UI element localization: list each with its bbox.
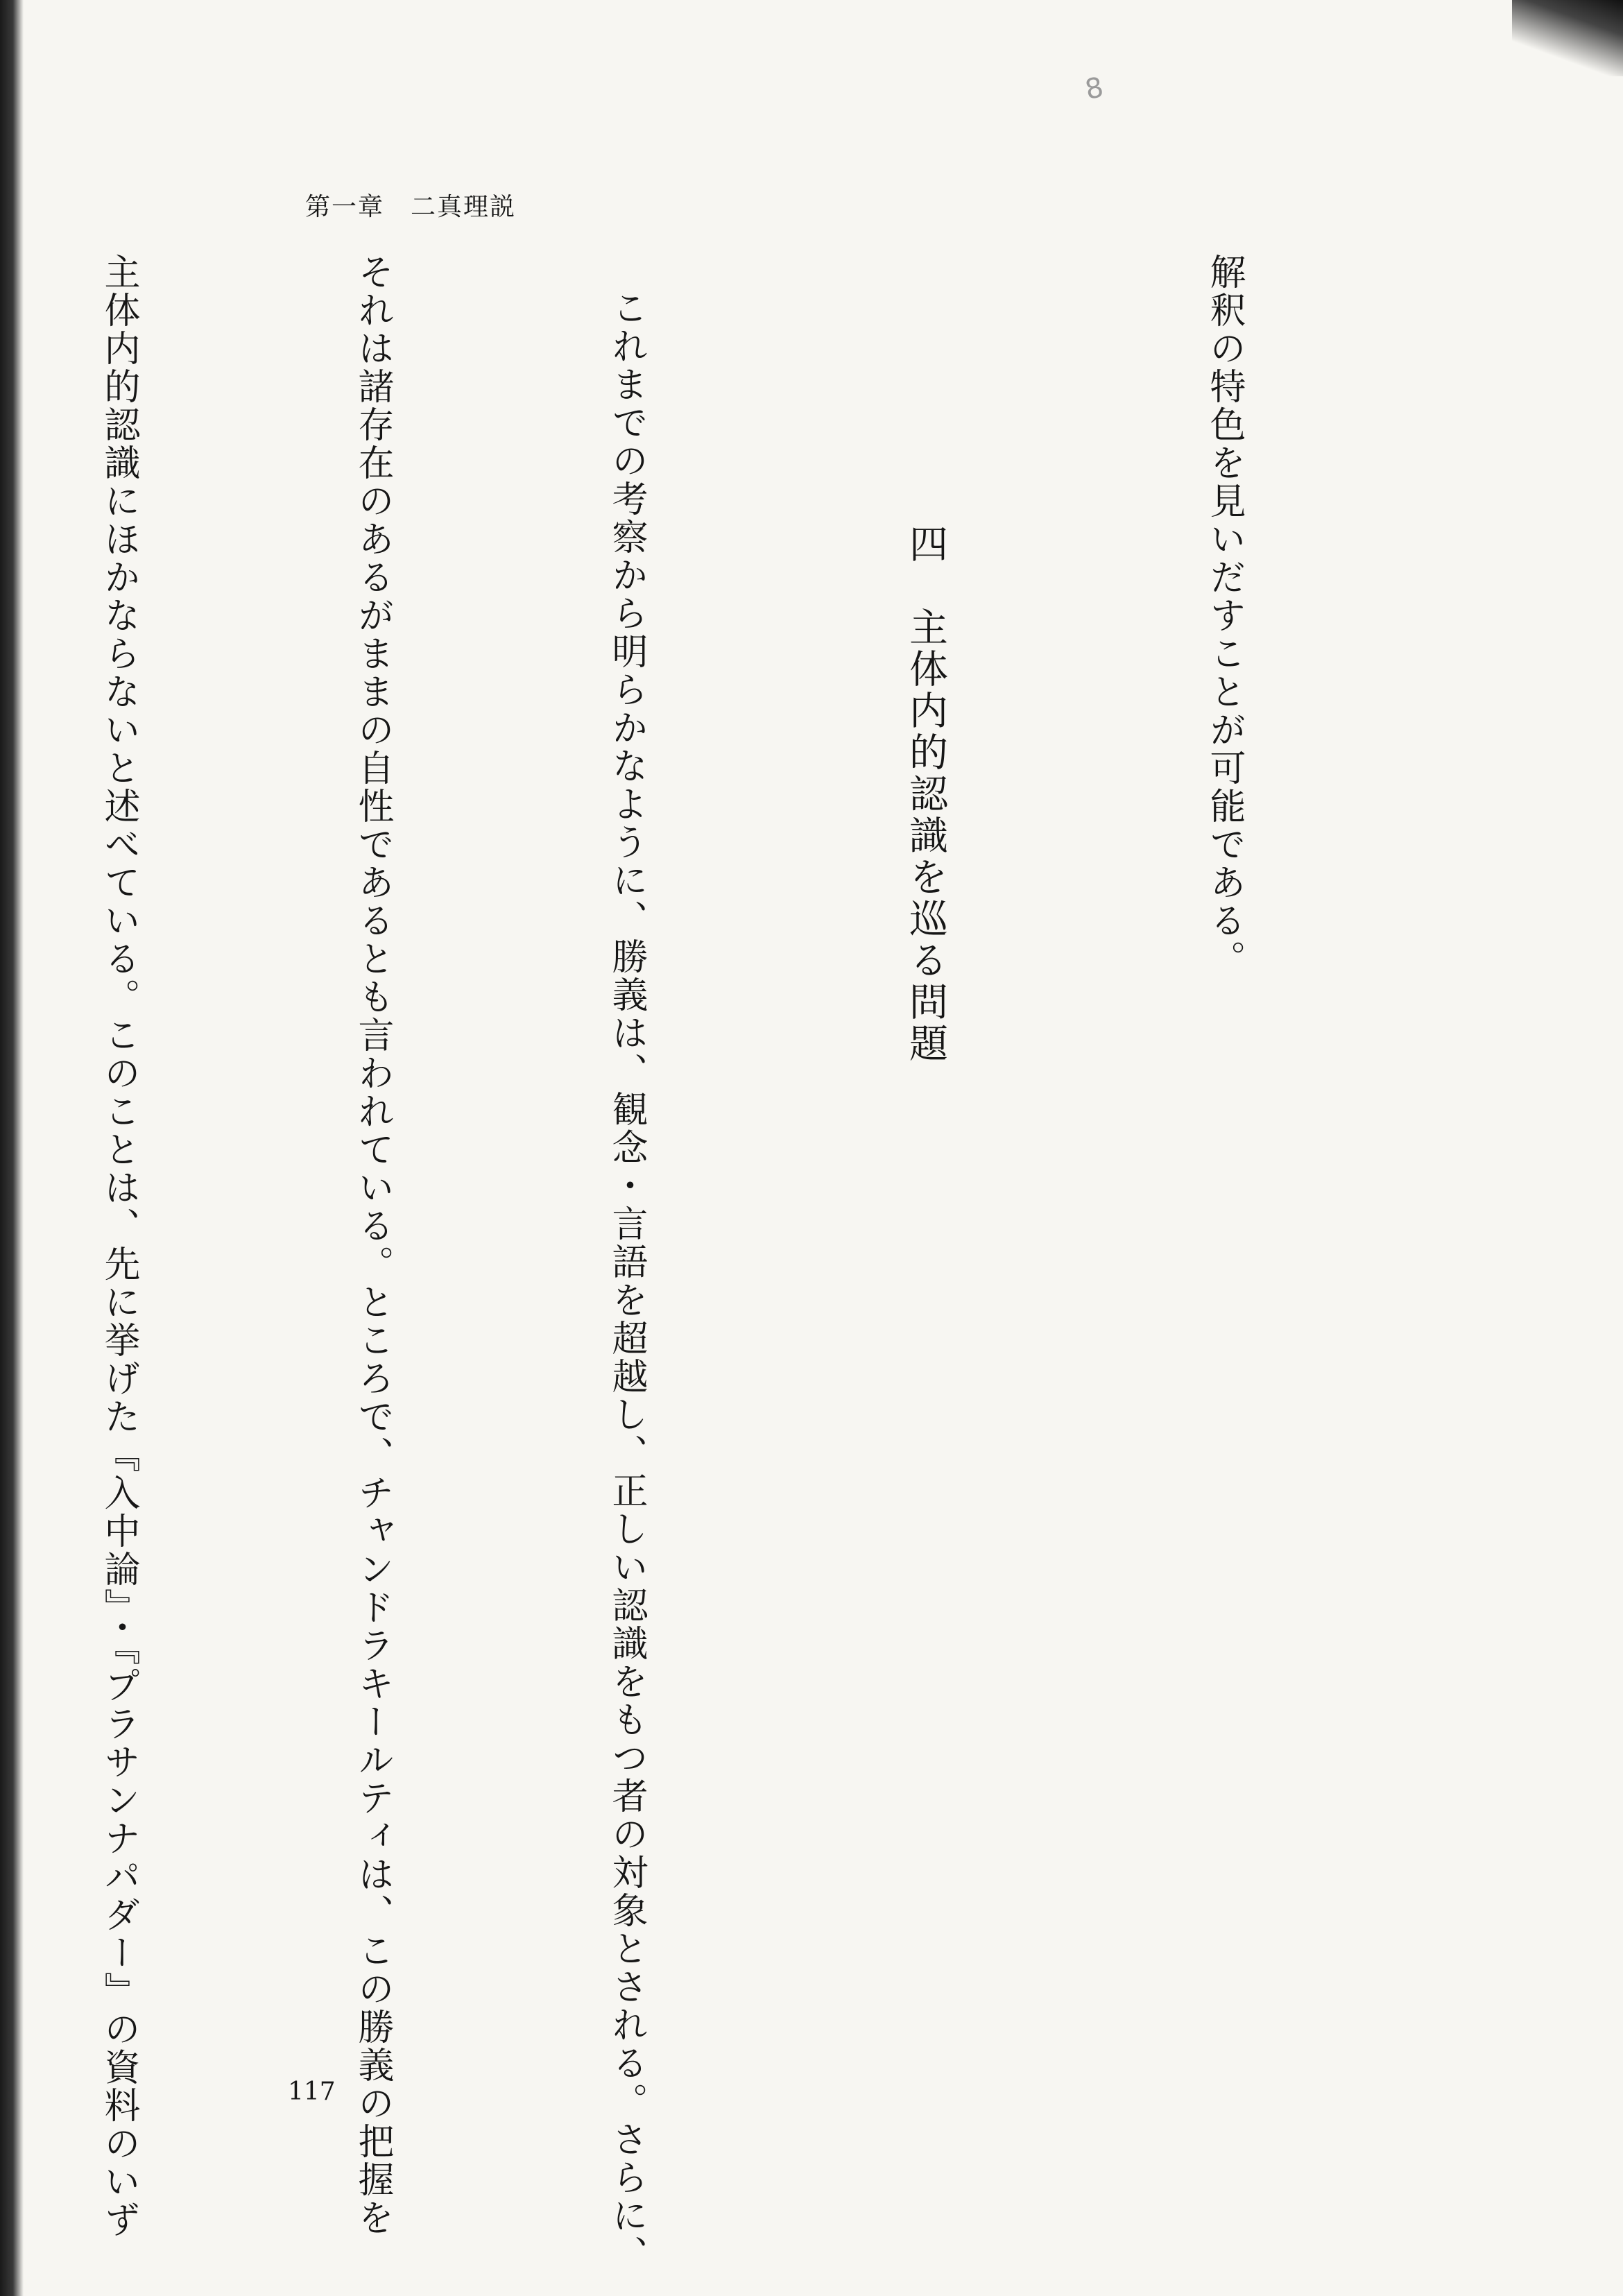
section-heading: 四 主体内的認識を巡る問題 [903, 524, 948, 1065]
text-column: 主体内的認識にほかならないと述べている。このことは、先に挙げた『入中論』・『プラサンナパダー』の資料のいず [98, 253, 139, 2239]
scan-edge-top-right [1512, 0, 1623, 76]
text-column: それは諸存在のあるがままの自性であるとも言われている。ところで、チャンドラキールティは、この勝義の把握を [352, 253, 393, 2237]
running-head: 第一章 二真理説 [305, 193, 517, 221]
pencil-mark: 8 [1082, 71, 1106, 107]
text-column: これまでの考察から明らかなように、勝義は、観念・言語を超越し、正しい認識をもつ者の対象とされる。さらに、 [606, 289, 647, 2273]
page-number: 117 [288, 2077, 336, 2106]
text-column: 解釈の特色を見いだすことが可能である。 [1203, 253, 1245, 978]
